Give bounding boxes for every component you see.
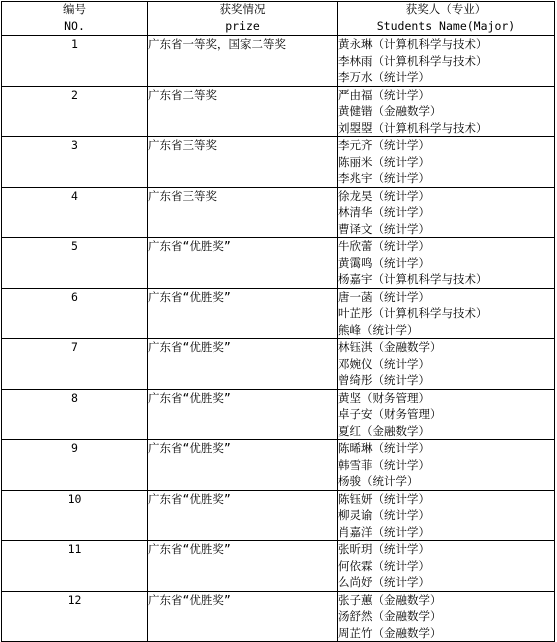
student-entry: 刘曌曌（计算机科学与技术） <box>338 120 488 135</box>
header-students-cn: 获奖人（专业） <box>405 2 487 16</box>
student-entry: 杨嘉宇（计算机科学与技术） <box>338 272 488 286</box>
student-entry: 么尚妤（统计学） <box>338 575 430 589</box>
student-entry: 叶芷彤（计算机科学与技术） <box>338 306 488 320</box>
table-header <box>2 2 555 36</box>
student-entry: 邓婉仪（统计学） <box>338 356 430 371</box>
student-entry: 熊峰（统计学） <box>338 322 419 337</box>
cell-prize: 广东省二等奖 <box>148 86 338 137</box>
cell-prize: 广东省三等奖 <box>148 187 338 238</box>
cell-students <box>338 440 555 491</box>
table-row <box>2 339 555 390</box>
header-students-en: Students Name(Major) <box>376 18 516 33</box>
cell-no: 3 <box>2 137 148 188</box>
cell-no: 7 <box>2 339 148 390</box>
cell-no: 6 <box>2 288 148 339</box>
cell-prize: 广东省“优胜奖” <box>148 490 338 541</box>
student-entry: 陈丽米（统计学） <box>338 154 430 169</box>
cell-no: 2 <box>2 86 148 137</box>
cell-students <box>338 490 555 541</box>
student-entry: 李林雨（计算机科学与技术） <box>338 53 488 68</box>
student-entry: 林钰淇（金融数学） <box>338 340 442 354</box>
student-entry: 黄永琳（计算机科学与技术） <box>338 37 488 51</box>
cell-no: 11 <box>2 541 148 592</box>
student-entry: 杨骏（统计学） <box>338 474 419 488</box>
table-row <box>2 137 555 188</box>
cell-prize: 广东省“优胜奖” <box>148 288 338 339</box>
student-entry: 牛欣蕾（统计学） <box>338 239 430 253</box>
student-entry: 陈钰妍（统计学） <box>338 491 430 506</box>
cell-students <box>338 288 555 339</box>
table-row <box>2 187 555 238</box>
header-no-en: NO. <box>64 18 85 33</box>
student-entry: 何依霖（统计学） <box>338 558 430 573</box>
student-entry: 韩雪菲（统计学） <box>338 457 430 472</box>
cell-prize: 广东省一等奖，国家二等奖 <box>148 36 338 87</box>
table-row <box>2 389 555 440</box>
cell-prize: 广东省“优胜奖” <box>148 238 338 289</box>
student-entry: 唐一菡（统计学） <box>338 289 430 304</box>
header-row <box>2 2 555 36</box>
student-entry: 曾绮彤（统计学） <box>338 373 430 387</box>
cell-no: 5 <box>2 238 148 289</box>
table-row <box>2 541 555 592</box>
student-entry: 李元齐（统计学） <box>338 138 430 152</box>
student-entry: 夏红（金融数学） <box>338 423 430 438</box>
cell-students <box>338 187 555 238</box>
student-entry: 严由福（统计学） <box>338 87 430 102</box>
cell-no: 1 <box>2 36 148 87</box>
student-entry: 曹译文（统计学） <box>338 221 430 236</box>
cell-students <box>338 591 555 642</box>
student-entry: 柳灵谕（统计学） <box>338 508 430 522</box>
cell-no: 4 <box>2 187 148 238</box>
cell-prize: 广东省“优胜奖” <box>148 389 338 440</box>
student-entry: 林清华（统计学） <box>338 205 430 219</box>
table-row <box>2 288 555 339</box>
table-row <box>2 490 555 541</box>
cell-students <box>338 339 555 390</box>
cell-students <box>338 137 555 188</box>
cell-prize: 广东省“优胜奖” <box>148 591 338 642</box>
student-entry: 李兆宇（统计学） <box>338 171 430 185</box>
table-row <box>2 86 555 137</box>
header-prize-cn: 获奖情况 <box>219 2 266 16</box>
header-no-cn: 编号 <box>63 2 86 16</box>
cell-prize: 广东省“优胜奖” <box>148 541 338 592</box>
student-entry: 张昕玥（统计学） <box>338 542 430 556</box>
student-entry: 黄健锴（金融数学） <box>338 104 442 118</box>
table-body <box>2 36 555 642</box>
cell-prize: 广东省三等奖 <box>148 137 338 188</box>
cell-students <box>338 389 555 440</box>
header-students <box>338 2 555 36</box>
cell-no: 10 <box>2 490 148 541</box>
table-row <box>2 591 555 642</box>
cell-prize: 广东省“优胜奖” <box>148 339 338 390</box>
student-entry: 周芷竹（金融数学） <box>338 625 442 640</box>
table-row <box>2 238 555 289</box>
table-row <box>2 440 555 491</box>
cell-no: 9 <box>2 440 148 491</box>
cell-no: 8 <box>2 389 148 440</box>
cell-students <box>338 238 555 289</box>
student-entry: 张子蕙（金融数学） <box>338 592 442 607</box>
cell-prize: 广东省“优胜奖” <box>148 440 338 491</box>
student-entry: 徐龙昊（统计学） <box>338 188 430 203</box>
header-prize-en: prize <box>225 18 260 33</box>
header-prize <box>148 2 338 36</box>
student-entry: 黄坚（财务管理） <box>338 390 430 405</box>
cell-students <box>338 541 555 592</box>
student-entry: 卓子安（财务管理） <box>338 407 442 421</box>
student-entry: 陈晞琳（统计学） <box>338 441 430 455</box>
table-row <box>2 36 555 87</box>
awards-table <box>1 1 555 642</box>
student-entry: 黄霭鸣（统计学） <box>338 255 430 270</box>
cell-no: 12 <box>2 591 148 642</box>
cell-students <box>338 86 555 137</box>
cell-students <box>338 36 555 87</box>
student-entry: 李万水（统计学） <box>338 70 430 84</box>
student-entry: 肖嘉洋（统计学） <box>338 524 430 539</box>
student-entry: 汤舒然（金融数学） <box>338 609 442 623</box>
header-no <box>2 2 148 36</box>
